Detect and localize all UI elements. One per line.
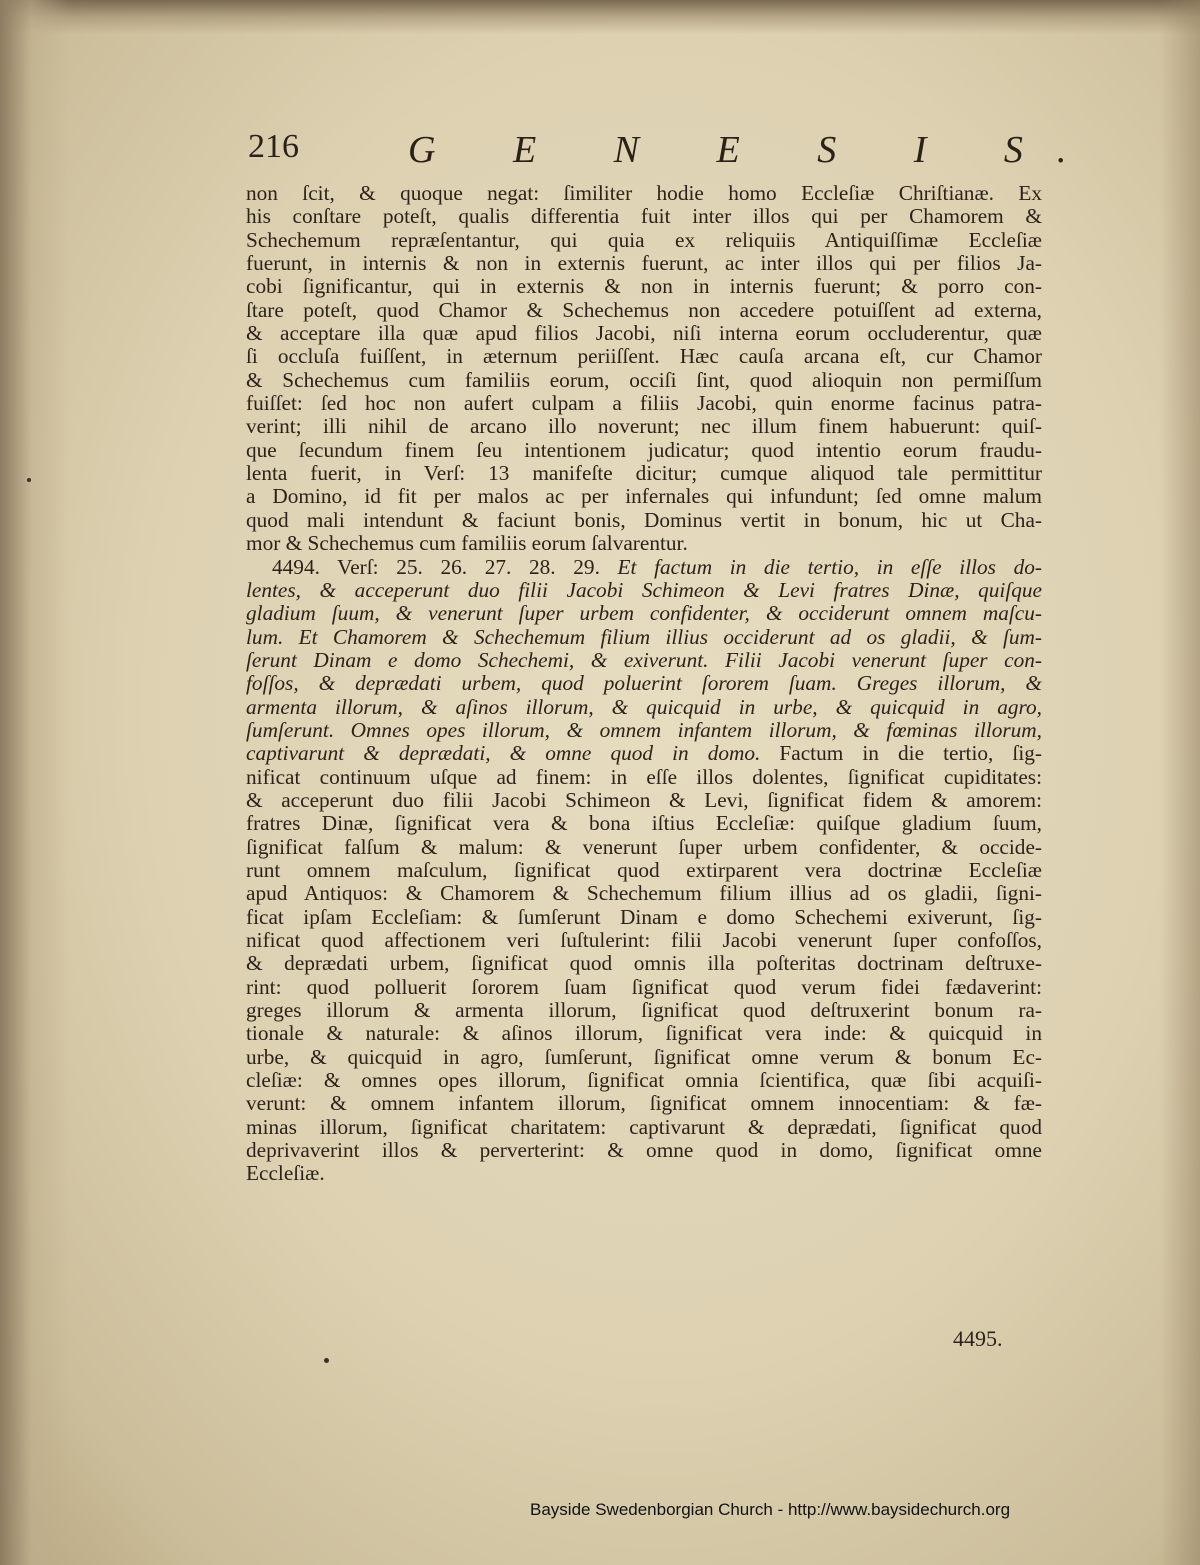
text-line: apud Antiquos: & Chamorem & Schechemum filium illius ad os gladii, ſigni- [246, 882, 1042, 906]
scripture-quote-end: captivarunt & deprædati, & omne quod in domo. [246, 742, 761, 766]
page-gutter-shadow [0, 0, 70, 1565]
text-line: & deprædati urbem, ſignificat quod omnis illa poſteritas doctrinam deſtruxe- [246, 952, 1042, 976]
text-line: que ſecundum finem ſeu intentionem judicatur; quod intentio eorum fraudu- [246, 438, 1042, 462]
text-line: & acceptare illa quæ apud filios Jacobi, niſi interna eorum occluderentur, quæ [246, 322, 1042, 346]
text-line: & Schechemus cum familiis eorum, occiſi ſint, quod alioquin non permiſſum [246, 368, 1042, 392]
text-line: a Domino, id fit per malos ac per infernales qui infundunt; ſed omne malum [246, 485, 1042, 509]
scripture-line: ſerunt Dinam e domo Schechemi, & exiverunt. Filii Jacobi venerunt ſuper con- [246, 648, 1042, 672]
text-line: quod mali intendunt & faciunt bonis, Dominus vertit in bonum, hic ut Cha- [246, 508, 1042, 532]
scripture-line: lentes, & acceperunt duo filii Jacobi Schimeon & Levi fratres Dinæ, quiſque [246, 578, 1042, 602]
text-line: tionale & naturale: & aſinos illorum, ſignificat vera inde: & quicquid in [246, 1022, 1042, 1046]
text-line: nificat continuum uſque ad finem: in eſſe illos dolentes, ſignificat cupiditates: [246, 765, 1042, 789]
text-line: mor & Schechemus cum familiis eorum ſalvarentur. [246, 532, 688, 556]
text-line: non ſcit, & quoque negat: ſimiliter hodie homo Eccleſiæ Chriſtianæ. Ex [246, 182, 1042, 205]
paragraph-1 [246, 182, 1042, 556]
section-number: 4494. Verſ: 25. 26. 27. 28. 29. [272, 555, 600, 579]
text-line: ſi occluſa fuiſſent, in æternum periiſſent. Hæc cauſa arcana eſt, cur Chamor [246, 345, 1042, 369]
page-edge-shadow [1160, 0, 1200, 1565]
scripture-line: ſumſerunt. Omnes opes illorum, & omnem infantem illorum, & fœminas illorum, [246, 718, 1042, 742]
scripture-quote: Et factum in die tertio, in eſſe illos do- [617, 555, 1042, 579]
text-line: lenta fuerit, in Verſ: 13 manifeſte dicitur; cumque aliquod tale permittitur [246, 462, 1042, 486]
main-text [246, 182, 1042, 1186]
text-line: fuerunt, in internis & non in externis fuerunt, ac inter illos qui per filios Ja- [246, 252, 1042, 276]
text-line: nificat quod affectionem veri ſuſtulerint: filii Jacobi venerunt ſuper confoſſos, [246, 929, 1042, 952]
text-line: greges illorum & armenta illorum, ſignificat quod deſtruxerint bonum ra- [246, 999, 1042, 1023]
text-line: ficat ipſam Eccleſiam: & ſumſerunt Dinam e domo Schechemi exiverunt, ſig- [246, 905, 1042, 929]
page-top-shadow [0, 0, 1200, 34]
ink-speck [27, 478, 31, 482]
text-line: verint; illi nihil de arcano illo noverunt; nec illum finem habuerunt: quiſ- [246, 415, 1042, 439]
text-line: Eccleſiæ. [246, 1162, 325, 1186]
scripture-line: lum. Et Chamorem & Schechemum filium illius occiderunt ad os gladii, & ſum- [246, 625, 1042, 649]
text-line: Schechemum repræſentantur, qui quia ex reliquiis Antiquiſſimæ Eccleſiæ [246, 228, 1042, 252]
text-line: rint: quod polluerit ſororem ſuam ſignificat quod verum fidei fædaverint: [246, 975, 1042, 999]
text-line [246, 556, 1042, 579]
text-line: fuiſſet: ſed hoc non aufert culpam a filiis Jacobi, quin enorme facinus patra- [246, 392, 1042, 416]
text-line: fratres Dinæ, ſignificat vera & bona iſtius Eccleſiæ: quiſque gladium ſuum, [246, 812, 1042, 836]
scripture-line: armenta illorum, & aſinos illorum, & quicquid in urbe, & quicquid in agro, [246, 695, 1042, 719]
text-line: verunt: & omnem infantem illorum, ſignificat omnem innocentiam: & fæ- [246, 1092, 1042, 1116]
footer-credit: Bayside Swedenborgian Church - http://www.baysidechurch.org [530, 1500, 1011, 1519]
text-line: deprivaverint illos & perverterint: & omne quod in domo, ſignificat omne [246, 1139, 1042, 1163]
text-line: ſtare poteſt, quod Chamor & Schechemus non accedere potuiſſent ad externa, [246, 298, 1042, 322]
text-line: his conſtare poteſt, qualis differentia fuit inter illos qui per Chamorem & [246, 205, 1042, 229]
text-line [246, 742, 1042, 765]
page-number: 216 [248, 128, 299, 165]
running-head [248, 128, 1101, 176]
commentary-start: Factum in die tertio, ſig- [760, 742, 1042, 766]
text-line: cleſiæ: & omnes opes illorum, ſignificat omnia ſcientifica, quæ ſibi acquiſi- [246, 1069, 1042, 1093]
text-line: minas illorum, ſignificat charitatem: captivarunt & deprædati, ſignificat quod [246, 1115, 1042, 1139]
text-line: cobi ſignificantur, qui in externis & non in internis fuerunt; & porro con- [246, 275, 1042, 299]
text-line: runt omnem maſculum, ſignificat quod extirparent vera doctrinæ Eccleſiæ [246, 858, 1042, 882]
book-title: G E N E S I S. [408, 129, 1101, 171]
text-line: & acceperunt duo filii Jacobi Schimeon & Levi, ſignificat fidem & amorem: [246, 788, 1042, 812]
scripture-line: foſſos, & deprædati urbem, quod poluerint ſororem ſuam. Greges illorum, & [246, 672, 1042, 696]
ink-speck [324, 1358, 329, 1363]
paragraph-4494 [246, 556, 1042, 1186]
text-line: ſignificat falſum & malum: & venerunt ſuper urbem confidenter, & occide- [246, 835, 1042, 859]
scripture-line: gladium ſuum, & venerunt ſuper urbem confidenter, & occiderunt omnem maſcu- [246, 602, 1042, 626]
catchword: 4495. [953, 1326, 1003, 1351]
text-line: urbe, & quicquid in agro, ſumſerunt, ſignificat omne verum & bonum Ec- [246, 1045, 1042, 1069]
